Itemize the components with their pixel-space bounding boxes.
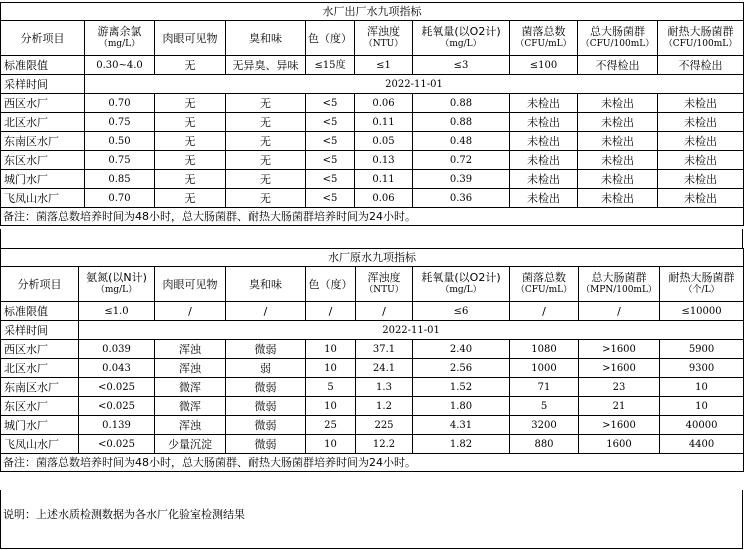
data-cell: 0.06 bbox=[355, 94, 413, 113]
plant-name: 西区水厂 bbox=[1, 340, 79, 359]
table-row bbox=[1, 378, 744, 397]
standard-limit-cell: ≤100 bbox=[510, 56, 578, 75]
header-row bbox=[1, 267, 744, 302]
column-header-unit: （mg/L） bbox=[440, 39, 482, 49]
column-header bbox=[226, 21, 306, 56]
data-cell: 未检出 bbox=[658, 170, 744, 189]
data-cell: 无 bbox=[226, 170, 306, 189]
table-title-row bbox=[1, 249, 744, 267]
column-header-unit: （个/L） bbox=[683, 285, 720, 295]
data-cell: 未检出 bbox=[510, 132, 578, 151]
data-cell: 37.1 bbox=[356, 340, 413, 359]
row-label: 采样时间 bbox=[1, 321, 79, 340]
data-cell: <5 bbox=[306, 151, 355, 170]
plant-name: 飞凤山水厂 bbox=[1, 435, 79, 454]
data-cell: 无 bbox=[155, 94, 226, 113]
data-cell: 0.139 bbox=[79, 416, 155, 435]
data-cell: 2.40 bbox=[413, 340, 510, 359]
table-row bbox=[1, 189, 744, 208]
data-cell: 无 bbox=[155, 189, 226, 208]
column-header bbox=[658, 21, 744, 56]
column-header-name: 肉眼可见物 bbox=[162, 31, 218, 45]
data-cell: 0.70 bbox=[85, 94, 155, 113]
plant-name: 东区水厂 bbox=[1, 397, 79, 416]
data-cell: 未检出 bbox=[578, 189, 658, 208]
column-header-name: 耐热大肠菌群 bbox=[668, 271, 735, 284]
data-cell: 880 bbox=[510, 435, 579, 454]
data-cell: 浑浊 bbox=[155, 416, 226, 435]
column-header-name: 菌落总数 bbox=[522, 271, 566, 284]
column-header-name: 臭和味 bbox=[249, 277, 282, 291]
column-header-name: 色（度） bbox=[308, 31, 352, 45]
column-header-name: 菌落总数 bbox=[521, 25, 566, 38]
table-row bbox=[1, 94, 744, 113]
data-cell: 1.80 bbox=[413, 397, 510, 416]
data-cell: 0.043 bbox=[79, 359, 155, 378]
table2 bbox=[0, 248, 744, 472]
data-cell: 浑浊 bbox=[155, 340, 226, 359]
data-cell: 无 bbox=[226, 132, 306, 151]
data-cell: 10 bbox=[306, 435, 356, 454]
plant-name: 城门水厂 bbox=[1, 416, 79, 435]
data-cell: 1080 bbox=[510, 340, 579, 359]
data-cell: 0.05 bbox=[355, 132, 413, 151]
column-header-unit: （NTU） bbox=[363, 39, 404, 49]
data-cell: 未检出 bbox=[658, 113, 744, 132]
data-cell: 未检出 bbox=[658, 132, 744, 151]
data-cell: 0.85 bbox=[85, 170, 155, 189]
table-row bbox=[1, 151, 744, 170]
data-cell: 2.56 bbox=[413, 359, 510, 378]
plant-name: 北区水厂 bbox=[1, 359, 79, 378]
data-cell: 未检出 bbox=[510, 170, 578, 189]
data-cell: <5 bbox=[306, 94, 355, 113]
column-header-name: 游离余氯 bbox=[97, 25, 142, 38]
data-cell: 0.70 bbox=[85, 189, 155, 208]
data-cell: 5900 bbox=[660, 340, 744, 359]
data-cell: 4.31 bbox=[413, 416, 510, 435]
column-header-unit: （CFU/100mL） bbox=[580, 39, 655, 49]
data-cell: 未检出 bbox=[658, 189, 744, 208]
data-cell: 少量沉淀 bbox=[155, 435, 226, 454]
data-cell: 23 bbox=[579, 378, 660, 397]
standard-limit-cell: ≤6 bbox=[413, 302, 510, 321]
data-cell: 0.88 bbox=[413, 94, 510, 113]
data-cell: 3200 bbox=[510, 416, 579, 435]
data-cell: 微弱 bbox=[226, 416, 306, 435]
column-header-unit: （mg/L） bbox=[440, 285, 482, 295]
data-cell: 0.36 bbox=[413, 189, 510, 208]
data-cell: 未检出 bbox=[578, 132, 658, 151]
data-cell: 未检出 bbox=[510, 151, 578, 170]
footer-note: 说明：上述水质检测数据为各水厂化验室检测结果 bbox=[3, 508, 245, 521]
data-cell: 40000 bbox=[660, 416, 744, 435]
column-header-name: 臭和味 bbox=[249, 31, 282, 45]
column-header bbox=[1, 21, 85, 56]
data-cell: 0.88 bbox=[413, 113, 510, 132]
standard-limit-row bbox=[1, 56, 744, 75]
column-header bbox=[306, 267, 356, 302]
standard-limit-cell: / bbox=[226, 302, 306, 321]
column-header-unit: （CFU/100mL） bbox=[663, 39, 738, 49]
data-cell: 微弱 bbox=[226, 340, 306, 359]
plant-name: 城门水厂 bbox=[1, 170, 85, 189]
data-cell: 5 bbox=[510, 397, 579, 416]
sample-date: 2022-11-01 bbox=[79, 321, 744, 340]
table-row bbox=[1, 416, 744, 435]
footer-note-box bbox=[0, 490, 743, 549]
table-row bbox=[1, 132, 744, 151]
column-header-name: 浑浊度 bbox=[367, 25, 400, 38]
table-title: 水厂原水九项指标 bbox=[1, 249, 744, 267]
column-header bbox=[660, 267, 744, 302]
standard-limit-cell: 不得检出 bbox=[658, 56, 744, 75]
plant-name: 飞凤山水厂 bbox=[1, 189, 85, 208]
column-header-unit: （NTU） bbox=[364, 285, 404, 295]
data-cell: 未检出 bbox=[578, 170, 658, 189]
data-cell: 无 bbox=[226, 113, 306, 132]
data-cell: 1000 bbox=[510, 359, 579, 378]
data-cell: 微弱 bbox=[226, 378, 306, 397]
plant-name: 东南区水厂 bbox=[1, 378, 79, 397]
column-header-name: 氨氮(以N计) bbox=[86, 271, 147, 284]
data-cell: <5 bbox=[306, 170, 355, 189]
data-cell: 10 bbox=[660, 397, 744, 416]
column-header-name: 分析项目 bbox=[20, 31, 65, 45]
data-cell: 0.06 bbox=[355, 189, 413, 208]
data-cell: <5 bbox=[306, 189, 355, 208]
data-cell: 0.13 bbox=[355, 151, 413, 170]
standard-limit-cell: ≤1 bbox=[355, 56, 413, 75]
table-row bbox=[1, 113, 744, 132]
column-header-unit: （mg/L） bbox=[98, 39, 141, 49]
note-row bbox=[1, 454, 744, 472]
data-cell: 12.2 bbox=[356, 435, 413, 454]
column-header-name: 耗氧量(以O2计) bbox=[421, 271, 501, 284]
column-header-name: 总大肠菌群 bbox=[591, 271, 647, 284]
column-header bbox=[579, 267, 660, 302]
data-cell: <0.025 bbox=[79, 378, 155, 397]
data-cell: 未检出 bbox=[578, 113, 658, 132]
data-cell: 浑浊 bbox=[155, 359, 226, 378]
data-cell: 0.039 bbox=[79, 340, 155, 359]
data-cell: 微浑 bbox=[155, 378, 226, 397]
data-cell: <5 bbox=[306, 132, 355, 151]
table-note: 备注：菌落总数培养时间为48小时，总大肠菌群、耐热大肠菌群培养时间为24小时。 bbox=[1, 208, 744, 226]
note-row bbox=[1, 208, 744, 226]
data-cell: 微浑 bbox=[155, 397, 226, 416]
column-header-unit: （CFU/mL） bbox=[515, 39, 572, 49]
column-header bbox=[155, 21, 226, 56]
data-cell: 225 bbox=[356, 416, 413, 435]
column-header-unit: （MPN/100mL） bbox=[581, 285, 657, 295]
column-header bbox=[306, 21, 355, 56]
data-cell: 1.3 bbox=[356, 378, 413, 397]
table-row bbox=[1, 435, 744, 454]
data-cell: 无 bbox=[155, 170, 226, 189]
standard-limit-cell: / bbox=[510, 302, 579, 321]
column-header bbox=[85, 21, 155, 56]
data-cell: 未检出 bbox=[510, 189, 578, 208]
standard-limit-cell: / bbox=[356, 302, 413, 321]
column-header-name: 总大肠菌群 bbox=[590, 25, 645, 38]
column-header-name: 耗氧量(以O2计) bbox=[421, 25, 501, 38]
sample-time-row bbox=[1, 321, 744, 340]
column-header bbox=[356, 267, 413, 302]
data-cell: 0.50 bbox=[85, 132, 155, 151]
row-label: 标准限值 bbox=[1, 56, 85, 75]
data-cell: 0.11 bbox=[355, 113, 413, 132]
data-cell: >1600 bbox=[579, 359, 660, 378]
data-cell: 1.52 bbox=[413, 378, 510, 397]
column-header bbox=[155, 267, 226, 302]
column-header-unit: （mg/L） bbox=[95, 285, 138, 295]
standard-limit-cell: 无异臭、异味 bbox=[226, 56, 306, 75]
plant-name: 西区水厂 bbox=[1, 94, 85, 113]
data-cell: 0.75 bbox=[85, 113, 155, 132]
standard-limit-row bbox=[1, 302, 744, 321]
table1-container bbox=[0, 2, 744, 226]
data-cell: 4400 bbox=[660, 435, 744, 454]
column-header bbox=[578, 21, 658, 56]
standard-limit-cell: ≤15度 bbox=[306, 56, 355, 75]
data-cell: 1600 bbox=[579, 435, 660, 454]
column-header bbox=[413, 21, 510, 56]
column-header bbox=[79, 267, 155, 302]
standard-limit-cell: / bbox=[155, 302, 226, 321]
column-header-name: 肉眼可见物 bbox=[162, 277, 218, 291]
column-header-name: 色（度） bbox=[308, 277, 353, 291]
row-label: 标准限值 bbox=[1, 302, 79, 321]
data-cell: 未检出 bbox=[658, 151, 744, 170]
standard-limit-cell: 0.30~4.0 bbox=[85, 56, 155, 75]
data-cell: >1600 bbox=[579, 340, 660, 359]
table-row bbox=[1, 170, 744, 189]
column-header-name: 耐热大肠菌群 bbox=[667, 25, 734, 38]
column-header bbox=[1, 267, 79, 302]
data-cell: 9300 bbox=[660, 359, 744, 378]
column-header bbox=[413, 267, 510, 302]
data-cell: 0.11 bbox=[355, 170, 413, 189]
column-header bbox=[226, 267, 306, 302]
data-cell: 0.75 bbox=[85, 151, 155, 170]
row-label: 采样时间 bbox=[1, 75, 85, 94]
table-note: 备注：菌落总数培养时间为48小时，总大肠菌群、耐热大肠菌群培养时间为24小时。 bbox=[1, 454, 744, 472]
data-cell: 未检出 bbox=[510, 113, 578, 132]
plant-name: 东南区水厂 bbox=[1, 132, 85, 151]
data-cell: 无 bbox=[226, 151, 306, 170]
data-cell: 0.72 bbox=[413, 151, 510, 170]
table-title: 水厂出厂水九项指标 bbox=[1, 3, 744, 21]
data-cell: 10 bbox=[660, 378, 744, 397]
header-row bbox=[1, 21, 744, 56]
table1 bbox=[0, 2, 744, 226]
table-row bbox=[1, 359, 744, 378]
plant-name: 东区水厂 bbox=[1, 151, 85, 170]
column-header-name: 分析项目 bbox=[17, 277, 62, 291]
table-spacer bbox=[0, 229, 743, 248]
data-cell: 0.48 bbox=[413, 132, 510, 151]
data-cell: 5 bbox=[306, 378, 356, 397]
data-cell: 10 bbox=[306, 340, 356, 359]
standard-limit-cell: ≤3 bbox=[413, 56, 510, 75]
data-cell: 未检出 bbox=[578, 94, 658, 113]
data-cell: 24.1 bbox=[356, 359, 413, 378]
data-cell: 无 bbox=[226, 94, 306, 113]
table-title-row bbox=[1, 3, 744, 21]
data-cell: <5 bbox=[306, 113, 355, 132]
data-cell: 无 bbox=[155, 151, 226, 170]
standard-limit-cell: / bbox=[579, 302, 660, 321]
data-cell: 71 bbox=[510, 378, 579, 397]
column-header-name: 浑浊度 bbox=[367, 271, 401, 284]
column-header bbox=[510, 267, 579, 302]
standard-limit-cell: 不得检出 bbox=[578, 56, 658, 75]
data-cell: 无 bbox=[155, 113, 226, 132]
data-cell: 无 bbox=[155, 132, 226, 151]
sample-date: 2022-11-01 bbox=[85, 75, 744, 94]
data-cell: <0.025 bbox=[79, 435, 155, 454]
data-cell: 微弱 bbox=[226, 397, 306, 416]
data-cell: >1600 bbox=[579, 416, 660, 435]
table-row bbox=[1, 340, 744, 359]
data-cell: 21 bbox=[579, 397, 660, 416]
data-cell: 未检出 bbox=[658, 94, 744, 113]
standard-limit-cell: 无 bbox=[155, 56, 226, 75]
data-cell: 未检出 bbox=[510, 94, 578, 113]
data-cell: 弱 bbox=[226, 359, 306, 378]
data-cell: 10 bbox=[306, 397, 356, 416]
standard-limit-cell: ≤10000 bbox=[660, 302, 744, 321]
data-cell: 1.82 bbox=[413, 435, 510, 454]
data-cell: 25 bbox=[306, 416, 356, 435]
data-cell: 未检出 bbox=[578, 151, 658, 170]
column-header-unit: （CFU/mL） bbox=[515, 285, 573, 295]
plant-name: 北区水厂 bbox=[1, 113, 85, 132]
data-cell: 微弱 bbox=[226, 435, 306, 454]
table-row bbox=[1, 397, 744, 416]
data-cell: <0.025 bbox=[79, 397, 155, 416]
data-cell: 无 bbox=[226, 189, 306, 208]
data-cell: 1.2 bbox=[356, 397, 413, 416]
sample-time-row bbox=[1, 75, 744, 94]
column-header bbox=[355, 21, 413, 56]
data-cell: 10 bbox=[306, 359, 356, 378]
table2-container bbox=[0, 248, 744, 472]
column-header bbox=[510, 21, 578, 56]
standard-limit-cell: / bbox=[306, 302, 356, 321]
data-cell: 0.39 bbox=[413, 170, 510, 189]
standard-limit-cell: ≤1.0 bbox=[79, 302, 155, 321]
